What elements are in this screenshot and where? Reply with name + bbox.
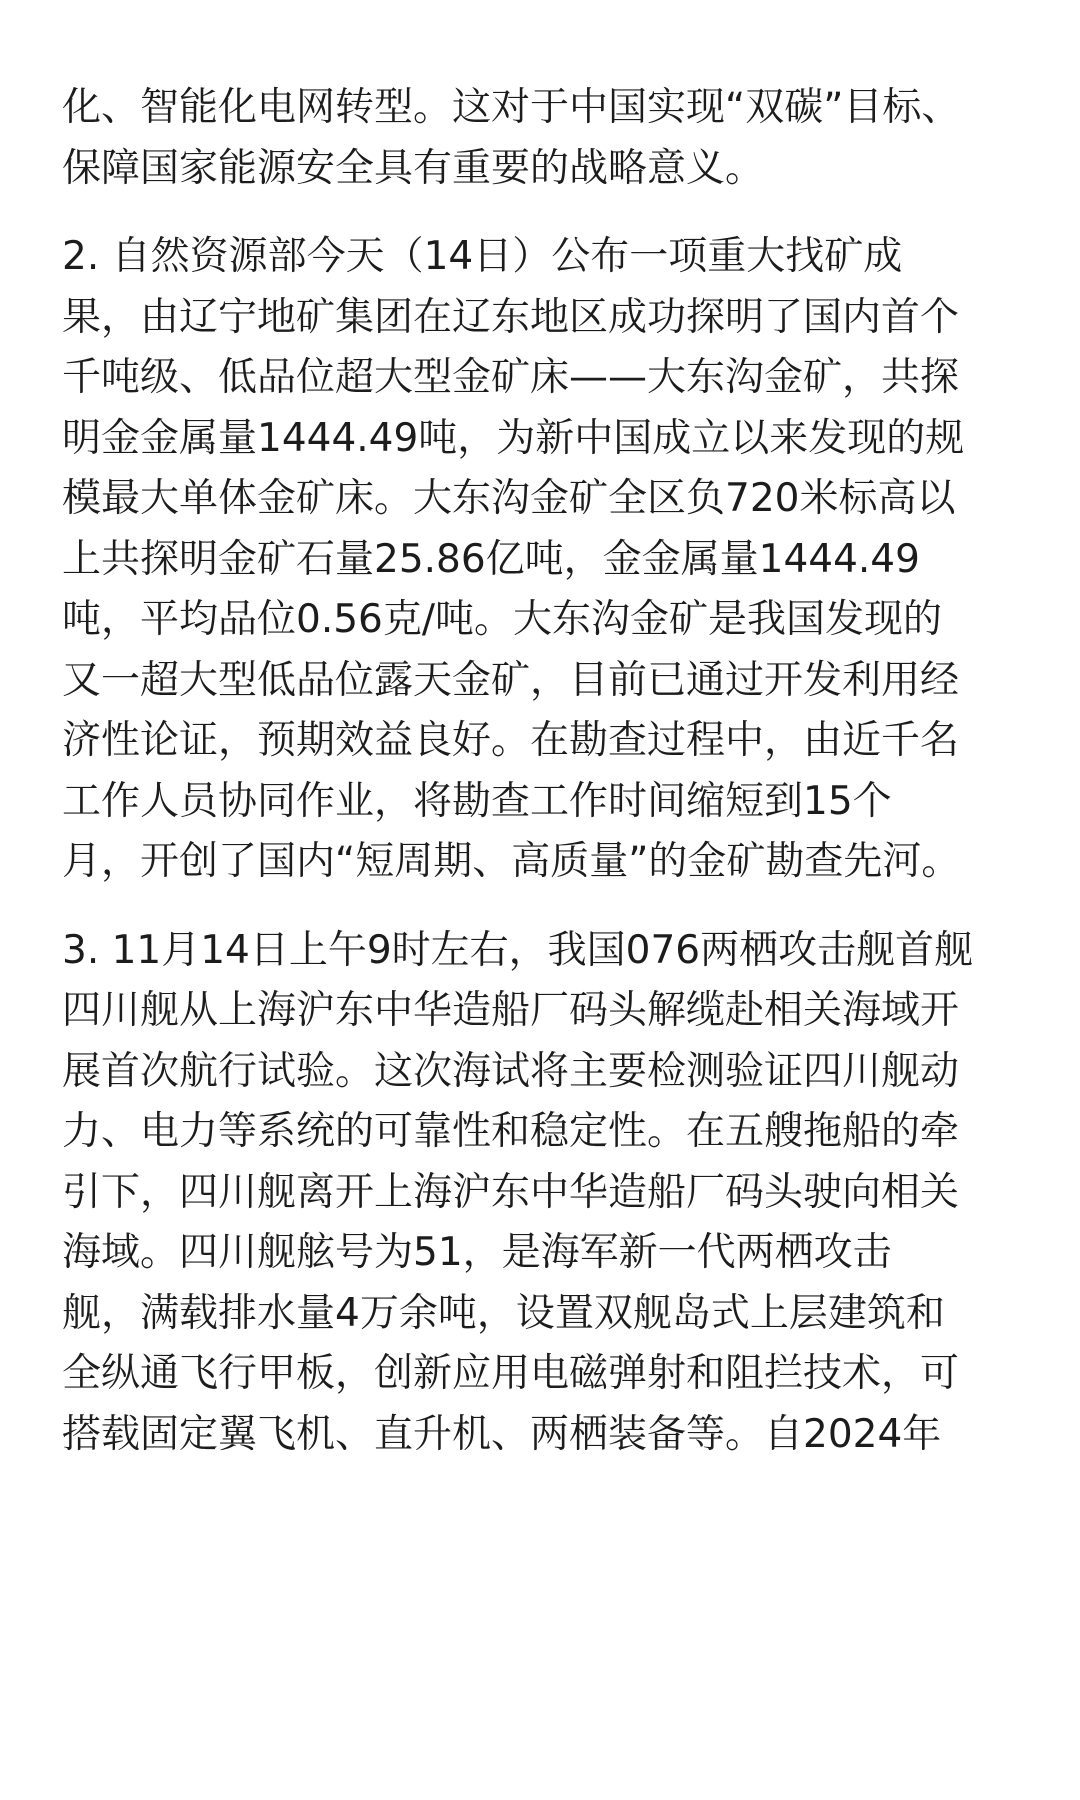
text-line: 力、电力等系统的可靠性和稳定性。在五艘拖船的牵 — [62, 1109, 960, 1154]
text-line: 展首次航行试验。这次海试将主要检测验证四川舰动 — [62, 1048, 960, 1094]
text-line: 吨，平均品位0.56克/吨。大东沟金矿是我国发现的 — [62, 597, 942, 642]
text-line: 又一超大型低品位露天金矿，目前已通过开发利用经 — [62, 657, 960, 703]
paragraph-1 — [62, 78, 1032, 199]
text-line: 保障国家能源安全具有重要的战略意义。 — [62, 145, 765, 191]
text-line: 舰，满载排水量4万余吨，设置双舰岛式上层建筑和 — [62, 1290, 945, 1336]
paragraph-2 — [62, 227, 1032, 893]
text-line: 化、智能化电网转型。这对于中国实现“双碳”目标、 — [62, 85, 961, 130]
text-line: 搭载固定翼飞机、直升机、两栖装备等。自2024年 — [62, 1411, 942, 1457]
text-line: 2. 自然资源部今天（14日）公布一项重大找矿成 — [62, 234, 903, 279]
text-line: 引下，四川舰离开上海沪东中华造船厂码头驶向相关 — [62, 1169, 960, 1215]
article-body — [62, 78, 1032, 1465]
text-line: 千吨级、低品位超大型金矿床——大东沟金矿，共探 — [62, 355, 960, 400]
text-line: 模最大单体金矿床。大东沟金矿全区负720米标高以 — [62, 476, 956, 521]
text-line: 四川舰从上海沪东中华造船厂码头解缆赴相关海域开 — [62, 988, 960, 1033]
text-line: 3. 11月14日上午9时左右，我国076两栖攻击舰首舰 — [62, 927, 974, 973]
text-line: 海域。四川舰舷号为51，是海军新一代两栖攻击 — [62, 1230, 892, 1275]
text-line: 月，开创了国内“短周期、高质量”的金矿勘查先河。 — [62, 839, 961, 884]
text-line: 果，由辽宁地矿集团在辽东地区成功探明了国内首个 — [62, 294, 960, 340]
text-line: 明金金属量1444.49吨，为新中国成立以来发现的规 — [62, 415, 965, 461]
paragraph-3 — [62, 921, 1032, 1466]
text-line: 工作人员协同作业，将勘查工作时间缩短到15个 — [62, 778, 892, 824]
text-line: 济性论证，预期效益良好。在勘查过程中，由近千名 — [62, 718, 960, 763]
text-line: 全纵通飞行甲板，创新应用电磁弹射和阻拦技术，可 — [62, 1351, 960, 1396]
text-line: 上共探明金矿石量25.86亿吨，金金属量1444.49 — [62, 536, 920, 582]
